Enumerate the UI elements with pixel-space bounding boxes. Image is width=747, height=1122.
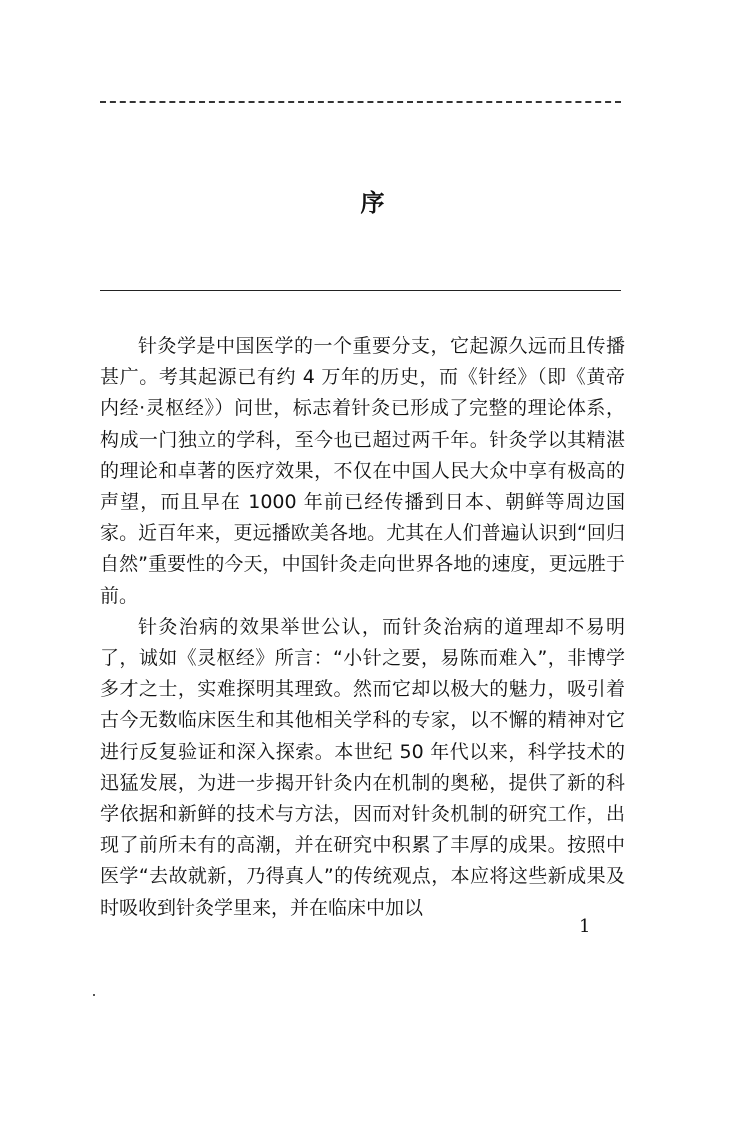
scan-speck	[93, 994, 95, 996]
title-divider	[100, 290, 621, 291]
paragraph: 针灸学是中国医学的一个重要分支，它起源久远而且传播甚广。考其起源已有约 4 万年的历史，而《针经》（即《黄帝内经·灵枢经》）问世，标志着针灸已形成了完整的理论体系，构成一门独立的学科，至今也已超过两千年。针灸学以其精湛的理论和卓著的医疗效果，不仅在中国人民大众中享有极高的声望，而且早在 1000 年前已经传播到日本、朝鲜等周边国家。近百年来，更远播欧美各地。尤其在人们普遍认识到“回归自然”重要性的今天，中国针灸走向世界各地的速度，更远胜于前。	[100, 335, 625, 607]
body-text	[100, 331, 625, 924]
top-divider	[100, 101, 621, 103]
page-number: 1	[579, 916, 591, 937]
page-title: 序	[360, 189, 387, 217]
paragraph: 针灸治病的效果举世公认，而针灸治病的道理却不易明了，诚如《灵枢经》所言：“小针之要，易陈而难入”，非博学多才之士，实难探明其理致。然而它却以极大的魅力，吸引着古今无数临床医生和其他相关学科的专家，以不懈的精神对它进行反复验证和深入探索。本世纪 50 年代以来，科学技术的迅猛发展，为进一步揭开针灸内在机制的奥秘，提供了新的科学依据和新鲜的技术与方法，因而对针灸机制的研究工作，出现了前所未有的高潮，并在研究中积累了丰厚的成果。按照中医学“去故就新，乃得真人”的传统观点，本应将这些新成果及时吸收到针灸学里来，并在临床中加以	[100, 615, 625, 919]
